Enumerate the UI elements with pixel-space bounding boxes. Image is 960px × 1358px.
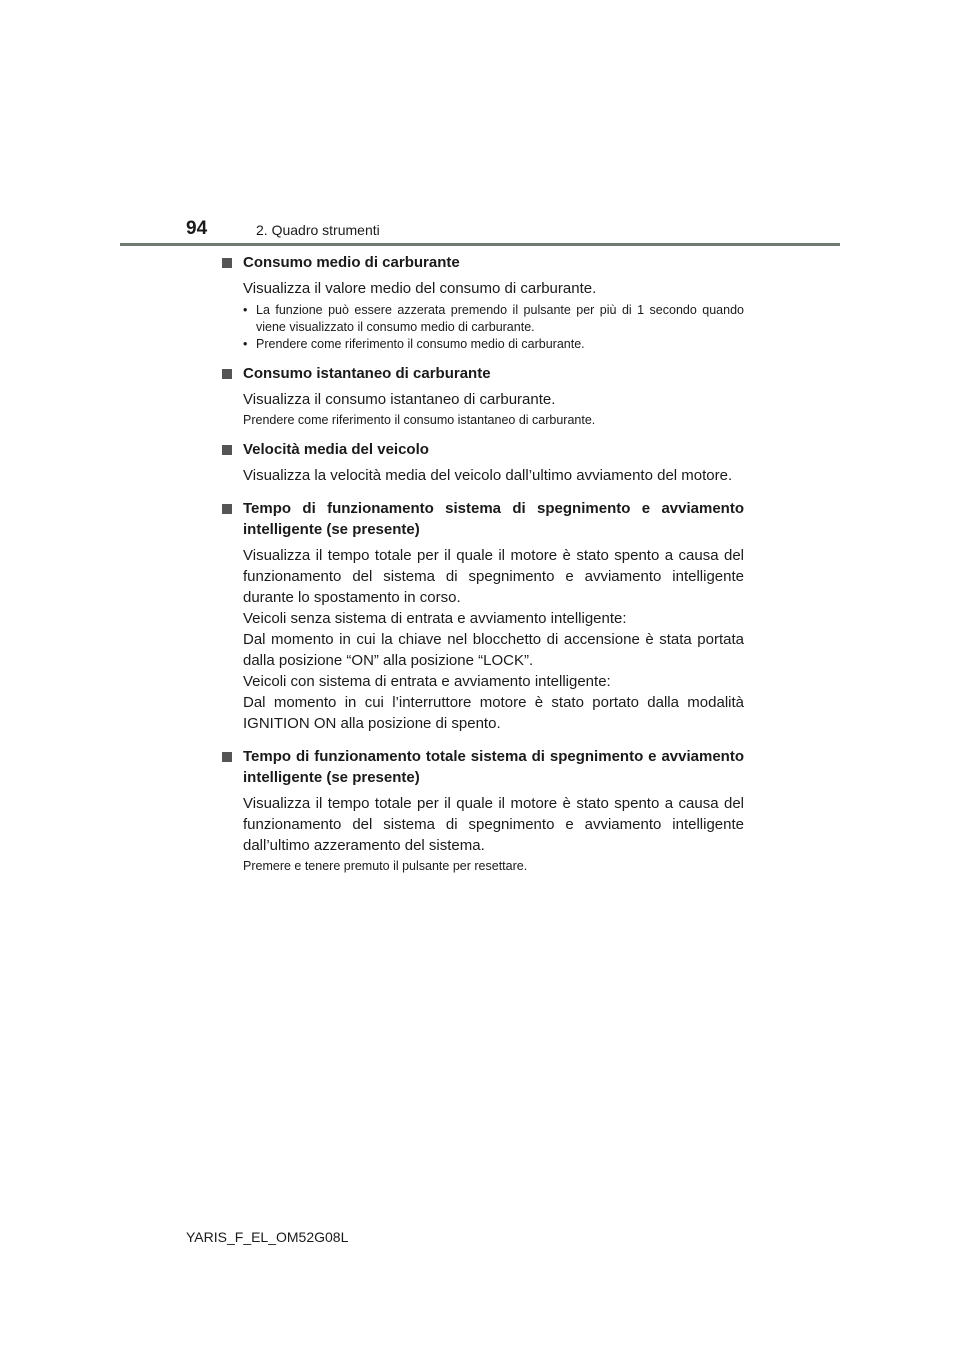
section-heading: [222, 363, 744, 384]
section-consumo-medio: [222, 252, 744, 353]
section-body: Visualizza la velocità media del veicolo dall’ultimo avviamento del motore.: [243, 467, 733, 484]
section-note: Premere e tenere premuto il pulsante per resettare.: [243, 859, 528, 873]
square-bullet-icon: [222, 752, 232, 762]
header-rule: [120, 243, 840, 246]
note-list: [243, 302, 744, 353]
square-bullet-icon: [222, 258, 232, 268]
chapter-title: 2. Quadro strumenti: [256, 222, 380, 238]
section-heading-text: Tempo di funzionamento sistema di spegnimento e avviamento intelligente (se presente): [243, 500, 744, 538]
body-line: Dal momento in cui la chiave nel blocchetto di accensione è stata portata dalla posizione “ON” alla posizione “LOCK”.: [243, 631, 744, 669]
section-heading: [222, 746, 744, 788]
body-line: Dal momento in cui l’interruttore motore è stato portato dalla modalità IGNITION ON alla posizione di spento.: [243, 694, 744, 732]
section-heading: [222, 252, 744, 273]
section-tempo-funzionamento: [222, 498, 744, 734]
section-heading: [222, 498, 744, 540]
page-number: 94: [186, 218, 208, 239]
body-line: Veicoli senza sistema di entrata e avviamento intelligente:: [243, 610, 627, 627]
section-velocita-media: [222, 439, 744, 486]
body-line: Visualizza il tempo totale per il quale il motore è stato spento a causa del funzionamento del sistema di spegnimento e avviamento intelligente durante lo spostamento in corso.: [243, 547, 744, 606]
note-text: La funzione può essere azzerata premendo il pulsante per più di 1 secondo quando viene visualizzato il consumo medio di carburante.: [256, 303, 744, 334]
square-bullet-icon: [222, 369, 232, 379]
square-bullet-icon: [222, 504, 232, 514]
section-body: Visualizza il valore medio del consumo di carburante.: [243, 280, 597, 297]
section-heading-text: Consumo istantaneo di carburante: [243, 365, 491, 382]
dot-bullet-icon: •: [243, 337, 248, 351]
section-body: [243, 545, 744, 734]
section-heading: [222, 439, 744, 460]
note-item: [243, 336, 744, 353]
note-item: [243, 302, 744, 336]
section-note: Prendere come riferimento il consumo istantaneo di carburante.: [243, 413, 596, 427]
square-bullet-icon: [222, 445, 232, 455]
section-heading-text: Velocità media del veicolo: [243, 441, 429, 458]
section-consumo-istantaneo: [222, 363, 744, 429]
section-heading-text: Tempo di funzionamento totale sistema di spegnimento e avviamento intelligente (se presente): [243, 748, 744, 786]
note-text: Prendere come riferimento il consumo medio di carburante.: [256, 337, 585, 351]
section-tempo-funzionamento-totale: [222, 746, 744, 875]
section-body: Visualizza il consumo istantaneo di carburante.: [243, 391, 556, 408]
dot-bullet-icon: •: [243, 303, 248, 317]
footer-code: YARIS_F_EL_OM52G08L: [186, 1229, 349, 1245]
section-heading-text: Consumo medio di carburante: [243, 254, 460, 271]
section-body: Visualizza il tempo totale per il quale il motore è stato spento a causa del funzionamento del sistema di spegnimento e avviamento intelligente dall’ultimo azzeramento del sistema.: [243, 795, 744, 854]
body-line: Veicoli con sistema di entrata e avviamento intelligente:: [243, 673, 611, 690]
page-content: [222, 252, 744, 875]
